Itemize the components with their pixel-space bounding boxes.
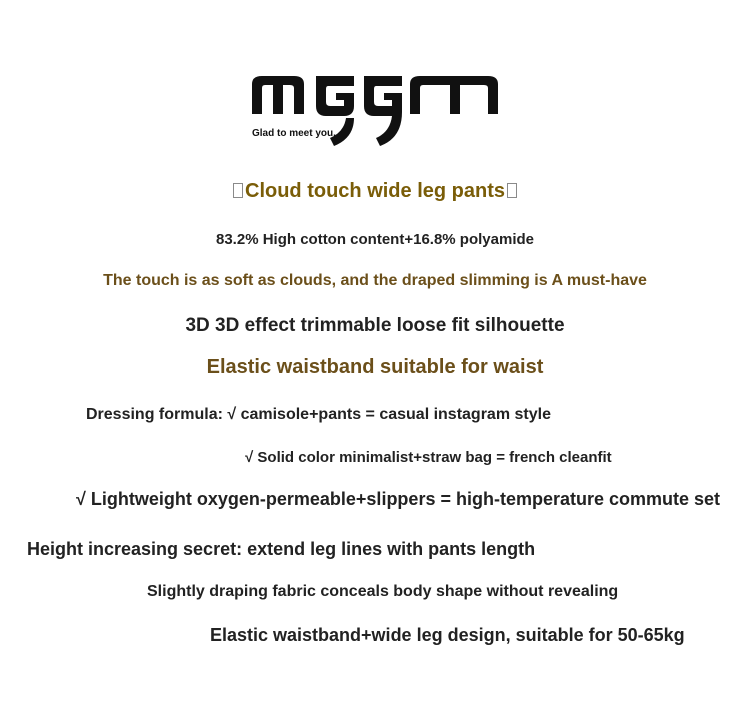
touch-line: The touch is as soft as clouds, and the draped slimming is A must-have	[103, 272, 647, 289]
elastic-line: Elastic waistband+wide leg design, suitable for 50-65kg	[210, 625, 685, 645]
waistband-line: Elastic waistband suitable for waist	[206, 356, 544, 378]
bracket-open-icon	[233, 183, 243, 198]
effect-line: 3D 3D effect trimmable loose fit silhouette	[185, 315, 565, 336]
formula-line-3: √ Lightweight oxygen-permeable+slippers = high-temperature commute set	[76, 489, 721, 509]
formula-line-2: √ Solid color minimalist+straw bag = french cleanfit	[245, 449, 612, 466]
draping-line: Slightly draping fabric conceals body shape without revealing	[147, 583, 619, 600]
formula-line-1: Dressing formula: √ camisole+pants = casual instagram style	[86, 406, 551, 423]
mggm-logo	[250, 72, 500, 150]
bracket-close-icon	[507, 183, 517, 198]
product-title	[0, 180, 750, 203]
material-line: 83.2% High cotton content+16.8% polyamide	[216, 231, 534, 248]
product-title-text: Cloud touch wide leg pants	[245, 180, 505, 202]
logo-tagline: Glad to meet you.	[252, 128, 336, 139]
height-line: Height increasing secret: extend leg lines with pants length	[27, 539, 536, 559]
